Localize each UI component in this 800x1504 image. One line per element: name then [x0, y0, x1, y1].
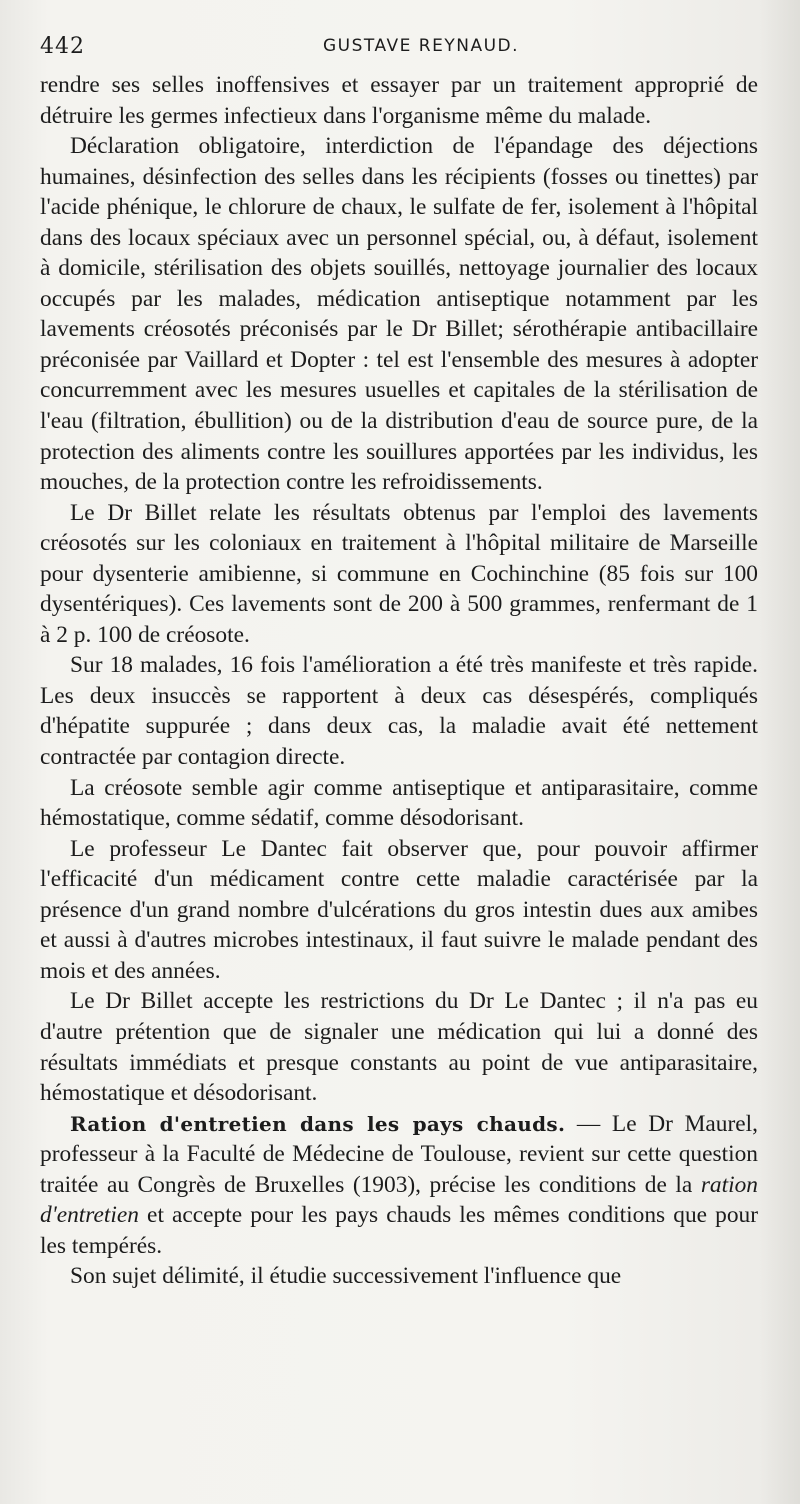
ration-italic-term: ration d'entretien [40, 1171, 758, 1229]
paragraph-billet-reply: Le Dr Billet accepte les restrictions du Dr Le Dantec ; il n'a pas eu d'autre prétention que de signaler une médication qui lui a donné des résultats immédiats et presque constants au point de vue antiparasitaire, hémostatique et désodorisant. [40, 988, 758, 1107]
body-text [40, 70, 758, 1292]
ration-text-b: et accepte pour les pays chauds les mêmes conditions que pour les tempérés. [40, 1202, 758, 1259]
page-number: 442 [40, 34, 85, 59]
running-head: GUSTAVE REYNAUD. [323, 36, 520, 56]
page-header [40, 32, 760, 66]
paragraph-billet-results: Le Dr Billet relate les résultats obtenus par l'emploi des lavements créosotés sur les coloniaux en traitement à l'hôpital militaire de Marseille pour dysenterie amibienne, si commune en Cochinchine (85 fois sur 100 dysentériques). Ces lavements sont de 200 à 500 grammes, renfermant de 1 à 2 p. 100 de créosote. [40, 499, 758, 648]
paragraph-continuation: rendre ses selles inoffensives et essayer par un traitement approprié de détruire les germes infectieux dans l'organisme même du malade. [40, 72, 758, 129]
paragraph-measures: Déclaration obligatoire, interdiction de l'épandage des déjections humaines, désinfection des selles dans les récipients (fosses ou tinettes) par l'acide phénique, le chlorure de chaux, le sulfate de fer, isolement à l'hôpital dans des locaux spéciaux avec un personnel spécial, ou, à défaut, isolement à domicile, stérilisation des objets souillés, nettoyage journalier des locaux occupés par les malades, médication antiseptique notamment par les lavements créosotés préconisés par le Dr Billet; sérothérapie antibacillaire préconisée par Vaillard et Dopter : tel est l'ensemble des mesures à adopter concurremment avec les mesures usuelles et capitales de la stérilisation de l'eau (filtration, ébullition) ou de la distribution d'eau de source pure, de la protection des aliments contre les souillures apportées par les individus, les mouches, de la protection contre les refroidissements. [40, 133, 758, 496]
paragraph-le-dantec: Le professeur Le Dantec fait observer que, pour pouvoir affirmer l'efficacité d'un médicament contre cette maladie caractérisée par la présence d'un grand nombre d'ulcérations du gros intestin dues aux amibes et aussi à d'autres microbes intestinaux, il faut suivre le malade pendant des mois et des années. [40, 835, 758, 984]
ration-text-a: — Le Dr Maurel, professeur à la Faculté de Médecine de Toulouse, revient sur cette question traitée au Congrès de Bruxelles (1903), précise les conditions de la [40, 1110, 758, 1198]
paragraph-malades: Sur 18 malades, 16 fois l'amélioration a été très manifeste et très rapide. Les deux insuccès se rapportent à deux cas désespérés, compliqués d'hépatite suppurée ; dans deux cas, la maladie avait été nettement contractée par contagion directe. [40, 652, 758, 771]
section-lead-heading: Ration d'entretien dans les pays chauds. [70, 1111, 566, 1136]
page-edge-shadow [760, 0, 800, 1504]
paragraph-sujet: Son sujet délimité, il étudie successivement l'influence que [70, 1263, 622, 1290]
paragraph-creosote: La créosote semble agir comme antiseptique et antiparasitaire, comme hémostatique, comme sédatif, comme désodorisant. [40, 774, 758, 832]
paragraph-ration [40, 1109, 758, 1262]
